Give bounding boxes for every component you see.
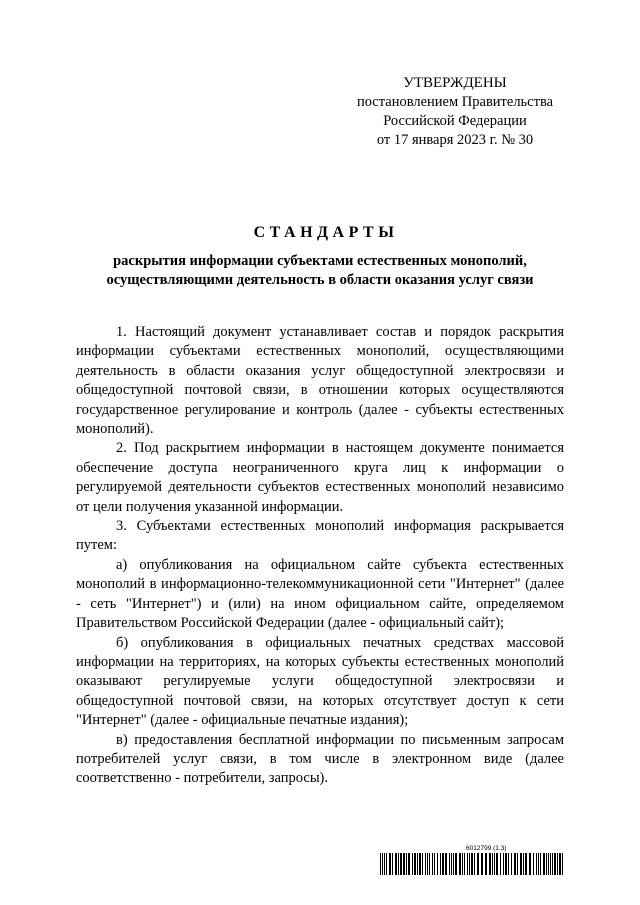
paragraph-3: 3. Субъектами естественных монополий информация раскрывается путем: — [76, 518, 564, 554]
paragraph-3c: в) предоставления бесплатной информации по письменным запросам потребителей услуг связи, в том числе в электронном виде (далее соответственно - потребители, запросы). — [76, 731, 564, 787]
approval-date-number: от 17 января 2023 г. № 30 — [376, 132, 534, 148]
barcode-label: 6012799 (1.3) — [466, 845, 507, 852]
approval-heading: УТВЕРЖДЕНЫ — [403, 75, 507, 91]
paragraph-3b: б) опубликования в официальных печатных средствах массовой информации на территориях, на которых субъекты естественных монополий оказывают регулируемые услуги общедоступной электросвязи и общедоступной почтовой связи, на которых отсутствует доступ к сети "Интернет" (далее - официальные печатные издания); — [76, 634, 564, 729]
subtitle-line-2: осуществляющими деятельность в области оказания услуг связи — [106, 272, 534, 288]
paragraph-1: 1. Настоящий документ устанавливает состав и порядок раскрытия информации субъектами естественных монополий, осуществляющими деятельность в области оказания услуг общедоступной электросвязи и общедоступной почтовой связи, в отношении которых осуществляются государственное регулирование и контроль (далее - субъекты естественных монополий). — [76, 324, 564, 438]
approval-decree: постановлением Правительства — [356, 94, 554, 110]
subtitle-line-1: раскрытия информации субъектами естественных монополий, — [113, 253, 527, 269]
barcode — [380, 845, 566, 877]
approval-authority: Российской Федерации — [383, 113, 527, 129]
paragraph-3a: а) опубликования на официальном сайте субъекта естественных монополий в информационно-телекоммуникационной сети "Интернет" (далее - сеть "Интернет") и (или) на ином официальном сайте, определяемом Правительством Российской Федерации (далее - официальный сайт); — [76, 556, 564, 632]
document-title: СТАНДАРТЫ — [253, 224, 399, 241]
barcode-icon — [380, 853, 566, 875]
document-body — [76, 323, 564, 789]
document-subtitle — [60, 252, 580, 290]
paragraph-2: 2. Под раскрытием информации в настоящем документе понимается обеспечение доступа неограниченного круга лиц к информации о регулируемой деятельности субъектов естественных монополий независимо от цели получения указанной информации. — [76, 440, 564, 515]
approval-block — [330, 74, 580, 150]
